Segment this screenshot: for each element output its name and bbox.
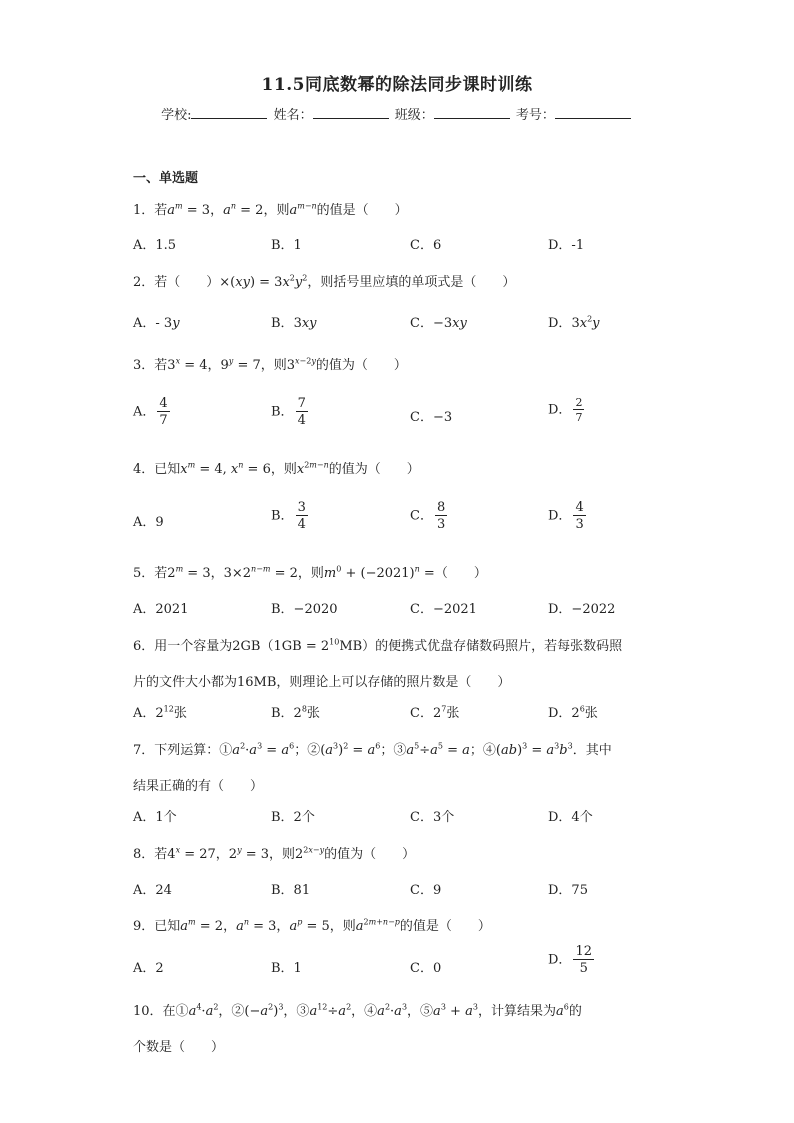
school-blank[interactable] xyxy=(191,106,267,119)
q2-option-d[interactable]: D．$3x^2y$ xyxy=(548,314,600,331)
q6-option-b[interactable]: B．$2^8$张 xyxy=(271,704,320,721)
question-8: 8．若$4^x = 27$，$2^y = 3$，则$2^{2x-y}$的值为（ ） xyxy=(133,845,416,862)
q4-option-a[interactable]: A．9 xyxy=(133,515,164,530)
q8-option-c[interactable]: C．9 xyxy=(410,883,442,898)
q2-option-c[interactable]: C．−3xy xyxy=(410,316,467,331)
q9-option-b[interactable]: B．1 xyxy=(271,961,302,976)
q6-option-a[interactable]: A．$2^{12}$张 xyxy=(133,704,187,721)
school-label: 学校: xyxy=(161,108,192,123)
number-blank[interactable] xyxy=(555,106,631,119)
q4-option-c[interactable]: C． $\frac{8}{3}$ xyxy=(410,500,446,532)
name-label: 姓名： xyxy=(273,108,313,123)
q3-option-b[interactable]: B． $\frac{7}{4}$ xyxy=(271,396,306,428)
q8-option-b[interactable]: B．81 xyxy=(271,883,311,898)
class-label: 班级： xyxy=(394,108,434,123)
q3-option-a[interactable]: A． $\frac{4}{7}$ xyxy=(133,396,168,428)
q1-option-d[interactable]: D．-1 xyxy=(548,238,585,253)
q8-option-d[interactable]: D．75 xyxy=(548,883,588,898)
q6-option-c[interactable]: C．$2^7$张 xyxy=(410,704,460,721)
class-blank[interactable] xyxy=(434,106,510,119)
question-3: 3．若$3^x = 4$，$9^y = 7$，则$3^{x-2y}$的值为（ ） xyxy=(133,356,407,373)
q9-option-d[interactable]: D． $\frac{12}{5}$ xyxy=(548,944,592,976)
q9-option-c[interactable]: C．0 xyxy=(410,961,442,976)
q2-option-a[interactable]: A．- 3y xyxy=(133,316,180,331)
question-4: 4．已知$x^m = 4$, $x^n = 6$，则$x^{2m-n}$的值为（ ） xyxy=(133,460,420,477)
q2-option-b[interactable]: B．3xy xyxy=(271,316,317,331)
q5-option-d[interactable]: D．−2022 xyxy=(548,602,616,617)
question-6-line-1: 6．用一个容量为$2GB(1GB = 2^{10}MB)$的便携式优盘存储数码照片，若每张数码照 xyxy=(133,637,623,654)
q1-option-b[interactable]: B．1 xyxy=(271,238,302,253)
question-6-line-2: 片的文件大小都为16MB，则理论上可以存储的照片数是（ ） xyxy=(133,675,511,690)
question-7-line-1: 7．下列运算：$①a^2\cdot a^3 = a^6$；$②(a^3)^2 = a^6$；$③a^5\div a^5 = a$；④(ab)$^3$ = $a^3b^3$．其中 xyxy=(133,741,612,758)
q7-option-d[interactable]: D．4个 xyxy=(548,810,593,825)
question-5: 5．若$2^m = 3$，$3\times 2^{n-m} = 2$，则$m^0 + (-2021)^n$ =（ ） xyxy=(133,564,487,581)
q9-option-a[interactable]: A．2 xyxy=(133,961,164,976)
section-heading: 一、单选题 xyxy=(133,171,199,186)
number-label: 考号： xyxy=(515,108,555,123)
q5-option-a[interactable]: A．2021 xyxy=(133,602,189,617)
q1-option-a[interactable]: A．1.5 xyxy=(133,238,177,253)
q7-option-c[interactable]: C．3个 xyxy=(410,810,455,825)
question-7-line-2: 结果正确的有（ ） xyxy=(133,779,264,794)
q4-option-b[interactable]: B． $\frac{3}{4}$ xyxy=(271,500,306,532)
student-info-line xyxy=(0,104,794,123)
q4-option-d[interactable]: D． $\frac{4}{3}$ xyxy=(548,500,584,532)
question-1: 1．若$a^m = 3$，$a^n = 2$，则$a^{m-n}$的值是（ ） xyxy=(133,201,408,218)
q7-option-b[interactable]: B．2个 xyxy=(271,810,315,825)
question-9: 9．已知$a^m = 2$，$a^n = 3$，$a^p = 5$，则$a^{2m+n-p}$的值是（ ） xyxy=(133,917,491,934)
q5-option-b[interactable]: B．−2020 xyxy=(271,602,338,617)
name-blank[interactable] xyxy=(313,106,389,119)
q3-option-c[interactable]: C．−3 xyxy=(410,410,453,425)
page-title: 11.5同底数幂的除法同步课时训练 xyxy=(261,75,533,95)
question-10-line-1: 10．在$①a^4\cdot a^2$，$②(-a^2)^3$，$③a^{12}\div a^2$，$④a^2\cdot a^3$，$⑤a^3 + a^3$，计算结果为$a^6$的 xyxy=(133,1002,582,1019)
q6-option-d[interactable]: D．$2^6$张 xyxy=(548,704,598,721)
question-10-line-2: 个数是（ ） xyxy=(133,1040,225,1055)
q1-option-c[interactable]: C．6 xyxy=(410,238,442,253)
question-2: 2．若（ ）$\times(xy) = 3x^2y^2$，则括号里应填的单项式是（ ） xyxy=(133,273,516,290)
q7-option-a[interactable]: A．1个 xyxy=(133,810,177,825)
q8-option-a[interactable]: A．24 xyxy=(133,883,172,898)
q5-option-c[interactable]: C．−2021 xyxy=(410,602,477,617)
q3-option-d[interactable]: D． $\frac{2}{7}$ xyxy=(548,396,583,424)
